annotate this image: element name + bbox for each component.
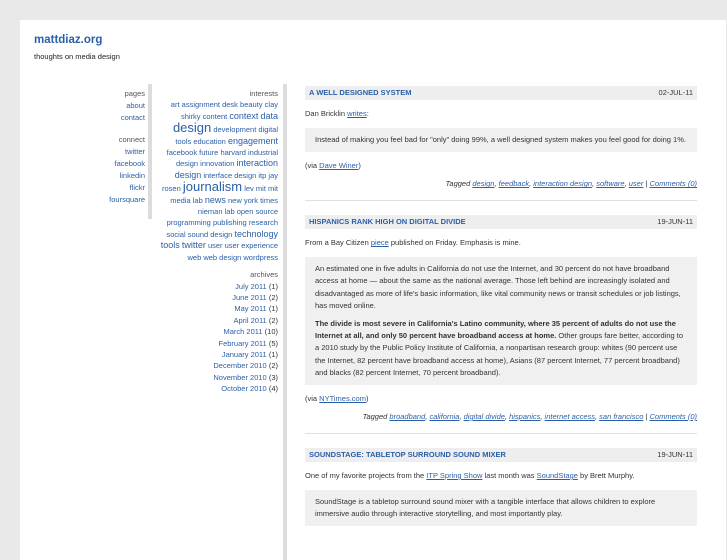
archive-item — [160, 292, 278, 303]
post-tag-digital-divide[interactable]: digital divide — [463, 412, 505, 422]
archive-count: (10) — [264, 327, 278, 337]
archive-item — [160, 383, 278, 394]
archive-link-june-2011[interactable]: June 2011 — [232, 292, 267, 302]
archive-count: (2) — [268, 315, 278, 325]
archive-count: (4) — [268, 384, 278, 394]
connect-link-facebook[interactable]: facebook — [114, 159, 145, 168]
archive-link-may-2011[interactable]: May 2011 — [234, 304, 267, 314]
archive-link-july-2011[interactable]: July 2011 — [235, 281, 267, 291]
quote-paragraph: SoundStage is a tabletop surround sound mixer with a tangible interface that allows children to explore immersive audio through interactive storytelling, and most importantly play. — [315, 497, 656, 519]
post-intro: Dan Bricklin writes: — [305, 109, 369, 118]
tag-link-wordpress[interactable]: wordpress — [243, 252, 278, 262]
post-blockquote — [305, 490, 697, 526]
archive-item — [160, 349, 278, 360]
archive-list — [160, 281, 278, 395]
tag-link-twitter[interactable]: twitter — [181, 240, 206, 251]
tag-link-open-source[interactable]: open source — [236, 207, 278, 217]
tag-cloud — [160, 99, 278, 263]
connect-link-foursquare[interactable]: foursquare — [109, 195, 145, 204]
post-tag-design[interactable]: design — [472, 179, 495, 189]
archive-count: (2) — [268, 361, 278, 371]
archive-link-march-2011[interactable]: March 2011 — [223, 327, 263, 337]
archive-count: (5) — [268, 338, 278, 348]
post-date: 02-JUL-11 — [658, 88, 693, 97]
sidebar-divider — [283, 84, 287, 560]
post-tags: Tagged design, feedback, interaction design, software, user | Comments (0) — [445, 179, 697, 189]
tag-link-development[interactable]: development — [213, 125, 257, 135]
tag-link-mit-media-lab[interactable]: mit media lab — [170, 184, 278, 205]
tag-link-research[interactable]: research — [248, 218, 278, 228]
archive-item — [160, 372, 278, 383]
tag-link-content[interactable]: content — [202, 111, 228, 121]
posts-column — [305, 86, 697, 540]
tag-link-assignment-desk[interactable]: assignment desk — [181, 100, 238, 110]
quote-paragraph: Instead of making you feel bad for "only" doing 99%, a well designed system makes you feel good for doing 1%. — [315, 135, 686, 144]
post-blockquote — [305, 128, 697, 152]
tag-link-user-experience[interactable]: user experience — [224, 241, 278, 251]
tag-link-web-design[interactable]: web design — [203, 252, 242, 262]
tag-link-design[interactable]: design — [172, 120, 212, 136]
archive-link-october-2010[interactable]: October 2010 — [221, 384, 267, 394]
post-via: (via NYTimes.com) — [305, 394, 369, 404]
tag-link-clay-shirky[interactable]: clay shirky — [180, 100, 278, 121]
post-title[interactable]: SOUNDSTAGE: TABLETOP SURROUND SOUND MIXER — [309, 450, 506, 460]
archives — [160, 269, 278, 394]
post-tag-software[interactable]: software — [596, 179, 625, 189]
archive-item — [160, 338, 278, 349]
post-tag-broadband[interactable]: broadband — [389, 412, 426, 422]
post-header — [305, 448, 697, 462]
post-source-link-2[interactable]: SoundStage — [536, 471, 578, 481]
archive-item — [160, 326, 278, 337]
post — [305, 215, 697, 434]
site-title[interactable]: mattdiaz.org — [34, 34, 103, 46]
via-link[interactable]: NYTimes.com — [319, 394, 366, 404]
post — [305, 86, 697, 201]
archive-count: (1) — [268, 281, 278, 291]
archive-count: (3) — [268, 372, 278, 382]
tag-link-context[interactable]: context — [229, 110, 259, 121]
tag-link-future[interactable]: future — [199, 148, 219, 158]
site-tagline: thoughts on media design — [34, 52, 120, 61]
quote-paragraph: An estimated one in five adults in California do not use the Internet, and 30 percent do not have broadband access at home — about the same as the national average. Those left behind are increasingly isolated and disadvantaged as more of life's basic information, like vital community news or transit schedules or job listings, has moved online. — [315, 264, 681, 310]
tag-link-publishing[interactable]: publishing — [212, 218, 247, 228]
connect-link-twitter[interactable]: twitter — [124, 147, 145, 156]
post-source-link[interactable]: ITP Spring Show — [426, 471, 483, 481]
interests-column — [160, 88, 278, 395]
post-tag-san-francisco[interactable]: san francisco — [599, 412, 644, 422]
archive-item — [160, 281, 278, 292]
post-tag-california[interactable]: california — [429, 412, 460, 422]
connect-list — [80, 146, 145, 206]
nav-link-contact[interactable]: contact — [120, 113, 145, 122]
tag-link-engagement[interactable]: engagement — [227, 135, 278, 146]
tag-link-tools[interactable]: tools — [160, 240, 180, 251]
tag-link-social[interactable]: social — [166, 229, 186, 239]
archive-item — [160, 315, 278, 326]
archive-count: (1) — [268, 349, 278, 359]
nav-column — [80, 88, 145, 206]
post-title[interactable]: HISPANICS RANK HIGH ON DIGITAL DIVIDE — [309, 217, 466, 227]
archive-link-april-2011[interactable]: April 2011 — [233, 315, 267, 325]
post-tag-interaction-design[interactable]: interaction design — [533, 179, 593, 189]
post-date: 19-JUN-11 — [657, 450, 693, 460]
post-source-link[interactable]: piece — [370, 238, 389, 248]
archive-item — [160, 360, 278, 371]
post-tag-user[interactable]: user — [628, 179, 644, 189]
nav-divider — [148, 84, 152, 219]
via-link[interactable]: Dave Winer — [319, 161, 359, 171]
tag-link-sound-design[interactable]: sound design — [187, 229, 233, 239]
tag-link-journalism[interactable]: journalism — [182, 179, 243, 195]
post-title[interactable]: A WELL DESIGNED SYSTEM — [309, 88, 412, 97]
tag-link-education[interactable]: education — [193, 136, 226, 146]
archive-link-january-2011[interactable]: January 2011 — [221, 349, 267, 359]
archive-link-december-2010[interactable]: December 2010 — [213, 361, 267, 371]
post-header — [305, 86, 697, 100]
post-intro: From a Bay Citizen piece published on Friday. Emphasis is mine. — [305, 238, 521, 248]
tag-link-digital-tools[interactable]: digital tools — [175, 125, 278, 146]
tag-link-technology[interactable]: technology — [234, 228, 278, 239]
tag-link-jay-rosen[interactable]: jay rosen — [162, 170, 278, 194]
post-separator — [305, 200, 697, 201]
page — [20, 20, 726, 560]
post-via: (via Dave Winer) — [305, 161, 361, 171]
tag-link-art[interactable]: art — [170, 100, 180, 110]
tag-link-lev[interactable]: lev — [244, 184, 254, 194]
interests-heading: interests — [249, 89, 278, 98]
archive-item — [160, 303, 278, 314]
post-tag-internet-access[interactable]: internet access — [544, 412, 595, 422]
pages-heading: pages — [124, 89, 145, 98]
connect-heading: connect — [118, 135, 145, 144]
tag-link-new-york-times[interactable]: new york times — [227, 195, 278, 205]
post-header — [305, 215, 697, 229]
pages-list — [80, 100, 145, 124]
tag-link-web[interactable]: web — [187, 252, 202, 262]
archives-heading: archives — [250, 270, 278, 280]
tag-link-interface-design[interactable]: interface design — [203, 170, 257, 180]
post-tags: Tagged broadband, california, digital divide, hispanics, internet access, san francisco | Comments (0) — [362, 412, 697, 422]
tag-link-innovation[interactable]: innovation — [200, 159, 235, 169]
tag-link-programming[interactable]: programming — [166, 218, 211, 228]
tag-link-mit[interactable]: mit — [255, 184, 266, 194]
post-separator — [305, 433, 697, 434]
archive-link-november-2010[interactable]: November 2010 — [213, 372, 267, 382]
tag-link-interaction-design[interactable]: interaction design — [174, 158, 278, 180]
tag-link-nieman-lab[interactable]: nieman lab — [197, 207, 235, 217]
connect-link-linkedin[interactable]: linkedin — [119, 171, 145, 180]
post — [305, 448, 697, 526]
tag-link-itp[interactable]: itp — [258, 170, 267, 180]
archive-link-february-2011[interactable]: February 2011 — [218, 338, 267, 348]
tag-link-beauty[interactable]: beauty — [240, 100, 263, 110]
post-date: 19-JUN-11 — [657, 217, 693, 227]
archive-count: (1) — [268, 304, 278, 314]
connect-link-flickr[interactable]: flickr — [129, 183, 145, 192]
post-source-link[interactable]: writes — [347, 109, 367, 118]
tag-link-news[interactable]: news — [204, 194, 226, 205]
post-blockquote — [305, 257, 697, 385]
quote-paragraph: The divide is most severe in California's Latino community, where 35 percent of adults do not use the Internet at all, and only 50 percent have broadband access at home. Other groups fare better, according to a 2010 study by the Public Policy Institute of California, a nonpartisan research group: whites (90 percent use the Internet, 82 percent have broadband access at home), Asians (87 percent Internet, 77 percent broadband) and blacks (82 percent Internet, 70 percent broadband). — [315, 319, 684, 377]
post-tag-feedback[interactable]: feedback — [498, 179, 530, 189]
tag-link-harvard[interactable]: harvard — [220, 148, 246, 158]
quote-emphasis: The divide is most severe in California's Latino community, where 35 percent of adults do not use the Internet at all, and only 50 percent have broadband access at home. — [315, 319, 676, 341]
tag-link-industrial-design[interactable]: industrial design — [175, 148, 278, 169]
post-intro: One of my favorite projects from the ITP Spring Show last month was SoundStage by Brett Murphy. — [305, 471, 635, 481]
tag-link-facebook[interactable]: facebook — [166, 148, 198, 158]
nav-link-about[interactable]: about — [126, 101, 145, 110]
tag-link-user[interactable]: user — [207, 241, 223, 251]
archive-count: (2) — [268, 292, 278, 302]
comments-link[interactable]: Comments (0) — [649, 412, 697, 422]
comments-link[interactable]: Comments (0) — [649, 179, 697, 189]
post-tag-hispanics[interactable]: hispanics — [509, 412, 541, 422]
tag-link-data[interactable]: data — [260, 110, 278, 121]
